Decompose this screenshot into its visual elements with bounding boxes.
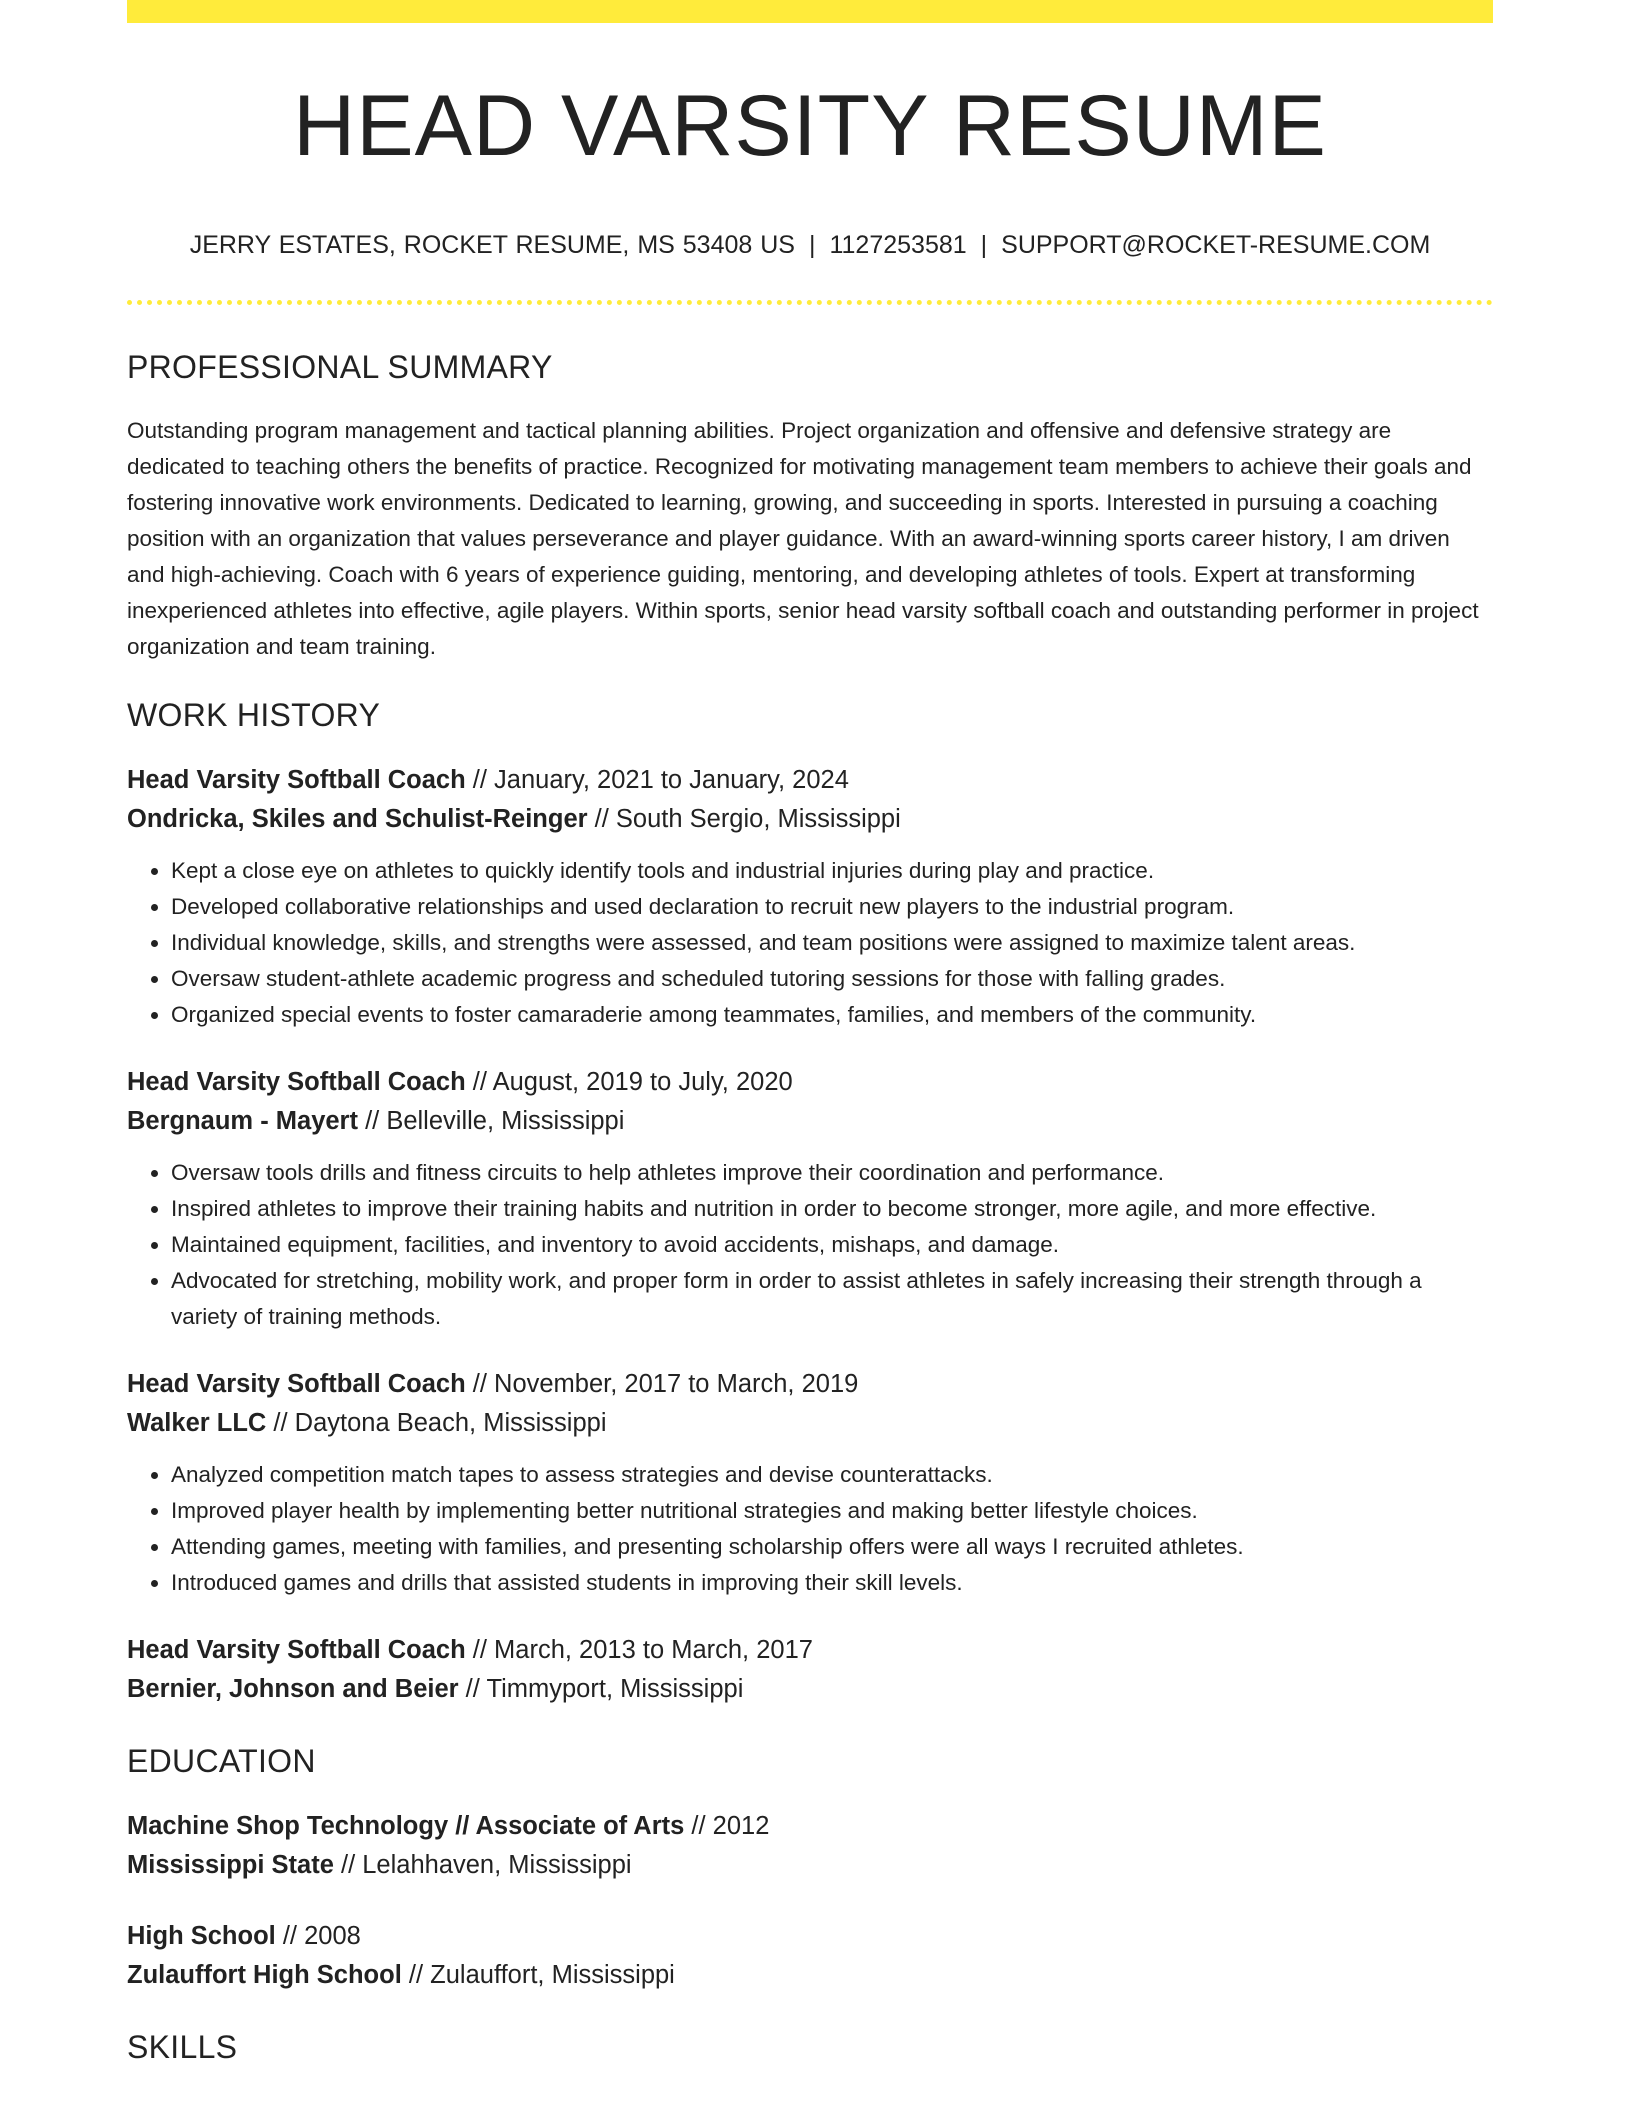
contact-email: SUPPORT@ROCKET-RESUME.COM: [1001, 231, 1431, 259]
education-heading: EDUCATION: [127, 1743, 316, 1779]
education-school-line: [127, 1956, 1493, 1995]
work-history-heading: WORK HISTORY: [127, 697, 381, 733]
job-entry: [127, 1063, 1493, 1335]
job-bullets: [127, 1155, 1493, 1335]
summary-heading: PROFESSIONAL SUMMARY: [127, 349, 553, 385]
education-location: // Lelahhaven, Mississippi: [333, 1851, 632, 1879]
job-company: Ondricka, Skiles and Schulist-Reinger: [127, 805, 588, 833]
job-title-line: [127, 1631, 1493, 1670]
job-bullet: • Attending games, meeting with families, and presenting scholarship offers were all ways I recruited athletes.: [171, 1529, 1493, 1565]
job-dates: // November, 2017 to March, 2019: [465, 1370, 859, 1398]
job-bullet: • Introduced games and drills that assisted students in improving their skill levels.: [171, 1565, 1493, 1601]
job-title-line: [127, 761, 1493, 800]
education-degree-line: [127, 1917, 1493, 1956]
job-company-line: [127, 1670, 1493, 1709]
contact-phone: 1127253581: [829, 231, 967, 259]
job-bullet: • Analyzed competition match tapes to assess strategies and devise counterattacks.: [171, 1457, 1493, 1493]
education-list: [127, 1807, 1493, 1995]
job-company: Bergnaum - Mayert: [127, 1107, 358, 1135]
job-company: Walker LLC: [127, 1409, 267, 1437]
skills-heading: SKILLS: [127, 2029, 238, 2065]
job-bullet: • Developed collaborative relationships and used declaration to recruit new players to the industrial program.: [171, 889, 1493, 925]
job-title-line: [127, 1365, 1493, 1404]
job-location: // South Sergio, Mississippi: [587, 805, 901, 833]
job-bullet: • Inspired athletes to improve their training habits and nutrition in order to become stronger, more agile, and more effective.: [171, 1191, 1493, 1227]
job-dates: // August, 2019 to July, 2020: [465, 1068, 793, 1096]
job-title-line: [127, 1063, 1493, 1102]
job-company-line: [127, 1102, 1493, 1141]
education-year: // 2008: [275, 1922, 361, 1950]
job-bullet: • Maintained equipment, facilities, and inventory to avoid accidents, mishaps, and damage.: [171, 1227, 1493, 1263]
education-school-line: [127, 1846, 1493, 1885]
job-bullet: • Individual knowledge, skills, and strengths were assessed, and team positions were assigned to maximize talent areas.: [171, 925, 1493, 961]
job-bullet: • Improved player health by implementing better nutritional strategies and making better lifestyle choices.: [171, 1493, 1493, 1529]
job-bullet: • Kept a close eye on athletes to quickly identify tools and industrial injuries during play and practice.: [171, 853, 1493, 889]
education-school: Zulauffort High School: [127, 1961, 402, 1989]
job-bullet: • Oversaw tools drills and fitness circuits to help athletes improve their coordination and performance.: [171, 1155, 1493, 1191]
education-degree-line: [127, 1807, 1493, 1846]
education-degree: Machine Shop Technology // Associate of Arts: [127, 1812, 685, 1840]
resume-title: HEAD VARSITY RESUME: [293, 78, 1327, 174]
job-title: Head Varsity Softball Coach: [127, 1370, 466, 1398]
job-location: // Daytona Beach, Mississippi: [266, 1409, 607, 1437]
education-school: Mississippi State: [127, 1851, 334, 1879]
dotted-divider: [127, 300, 1493, 305]
summary-text: Outstanding program management and tactical planning abilities. Project organization and offensive and defensive strategy are dedicated to teaching others the benefits of practice. Recognized for motivating management team members to achieve their goals and fostering innovative work environments. Dedicated to learning, growing, and succeeding in sports. Interested in pursuing a coaching position with an organization that values perseverance and player guidance. With an award-winning sports career history, I am driven and high-achieving. Coach with 6 years of experience guiding, mentoring, and developing athletes of tools. Expert at transforming inexperienced athletes into effective, agile players. Within sports, senior head varsity softball coach and outstanding performer in project organization and team training.: [127, 418, 1479, 659]
job-company: Bernier, Johnson and Beier: [127, 1675, 459, 1703]
job-entry: [127, 1631, 1493, 1709]
job-bullet: • Oversaw student-athlete academic progress and scheduled tutoring sessions for those with falling grades.: [171, 961, 1493, 997]
job-bullet: • Advocated for stretching, mobility work, and proper form in order to assist athletes in safely increasing their strength through a variety of training methods.: [171, 1263, 1493, 1335]
contact-separator: |: [808, 231, 816, 259]
top-accent-bar: [127, 0, 1493, 23]
job-dates: // March, 2013 to March, 2017: [465, 1636, 813, 1664]
job-company-line: [127, 1404, 1493, 1443]
job-bullet: • Organized special events to foster camaraderie among teammates, families, and members of the community.: [171, 997, 1493, 1033]
job-dates: // January, 2021 to January, 2024: [465, 766, 849, 794]
job-company-line: [127, 800, 1493, 839]
job-bullets: [127, 853, 1493, 1033]
education-entry: [127, 1807, 1493, 1885]
job-entry: [127, 761, 1493, 1033]
job-entry: [127, 1365, 1493, 1601]
job-location: // Timmyport, Mississippi: [458, 1675, 744, 1703]
education-year: // 2012: [684, 1812, 770, 1840]
resume-page: [127, 0, 1493, 2063]
job-title: Head Varsity Softball Coach: [127, 766, 466, 794]
job-title: Head Varsity Softball Coach: [127, 1636, 466, 1664]
job-location: // Belleville, Mississippi: [357, 1107, 625, 1135]
education-entry: [127, 1917, 1493, 1995]
job-bullets: [127, 1457, 1493, 1601]
contact-separator: |: [980, 231, 988, 259]
work-history-list: [127, 761, 1493, 1709]
contact-line: [127, 231, 1493, 260]
education-degree: High School: [127, 1922, 276, 1950]
job-title: Head Varsity Softball Coach: [127, 1068, 466, 1096]
education-location: // Zulauffort, Mississippi: [401, 1961, 675, 1989]
contact-address: JERRY ESTATES, ROCKET RESUME, MS 53408 US: [189, 231, 795, 259]
